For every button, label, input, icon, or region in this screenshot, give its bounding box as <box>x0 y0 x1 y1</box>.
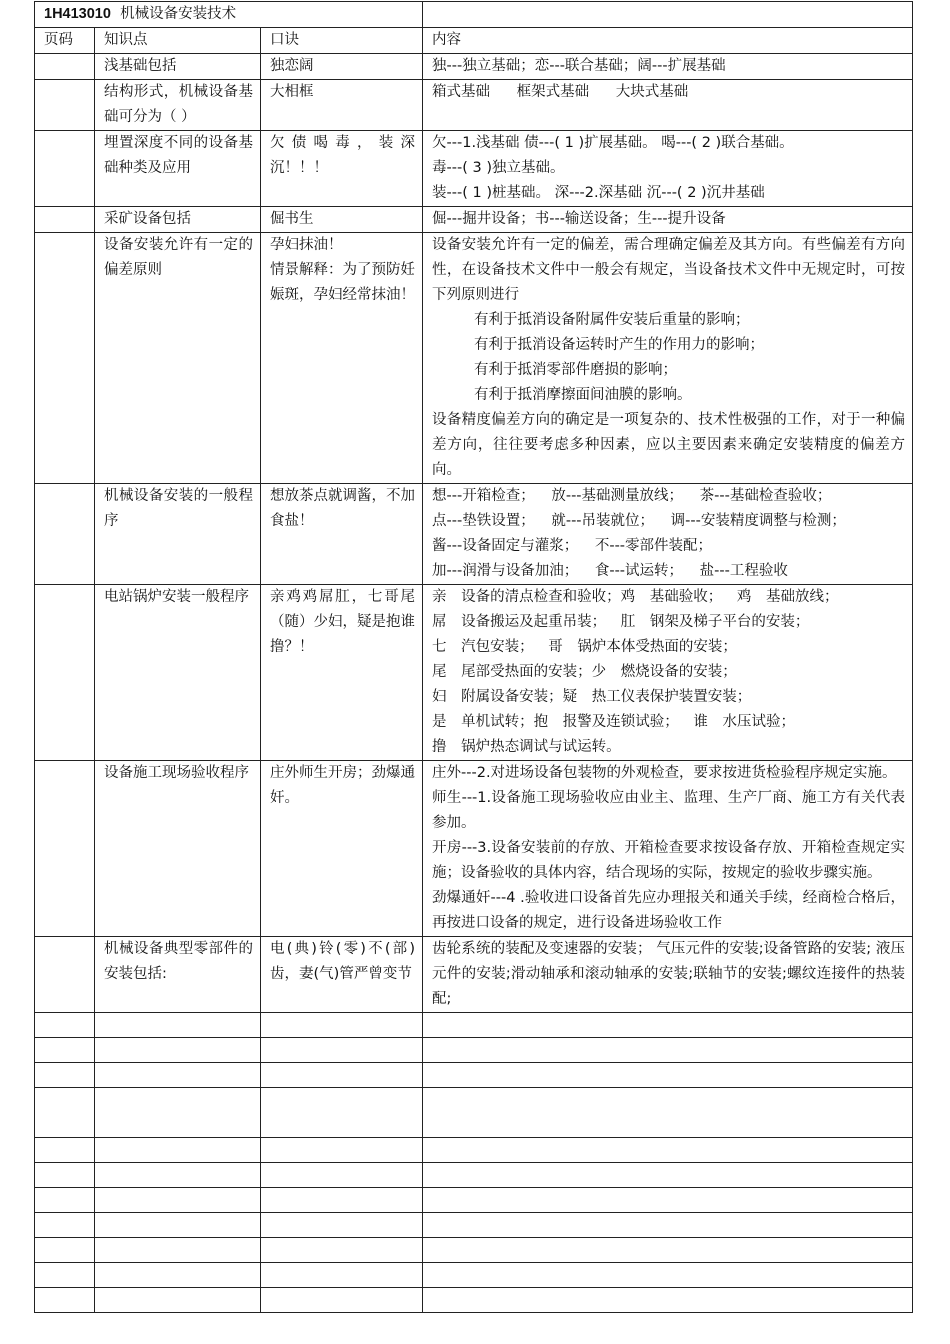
empty-row <box>35 1163 913 1188</box>
topic-cell: 设备施工现场验收程序 <box>95 761 261 937</box>
page-cell <box>35 207 95 233</box>
table-row <box>35 80 913 131</box>
content-line: 妇 附属设备安装；疑 热工仪表保护装置安装； <box>432 689 752 705</box>
empty-cell <box>95 1163 261 1188</box>
empty-cell <box>261 1138 423 1163</box>
mnemonic-cell: 欠债喝毒，装深沉！！！ <box>261 131 423 207</box>
content-line: 加---润滑与设备加油； 食---试运转； 盐---工程验收 <box>432 563 788 579</box>
content-line: 欠---1.浅基础 债---( 1 )扩展基础。 喝---( 2 )联合基础。 <box>432 135 794 151</box>
content-cell <box>423 131 913 207</box>
content-line: 想---开箱检查； 放---基础测量放线； 茶---基础检查验收； <box>432 488 832 504</box>
empty-cell <box>261 1063 423 1088</box>
page-cell <box>35 484 95 585</box>
empty-row <box>35 1063 913 1088</box>
col-header-mnemonic: 口诀 <box>261 28 423 54</box>
empty-row <box>35 1238 913 1263</box>
empty-cell <box>95 1213 261 1238</box>
mnemonic-cell: 孕妇抹油！ 情景解释：为了预防妊娠斑，孕妇经常抹油！ <box>261 233 423 484</box>
page-cell <box>35 233 95 484</box>
content-line: 屌 设备搬运及起重吊装； 肛 钢架及梯子平台的安装； <box>432 614 810 630</box>
content-cell: 独---独立基础；恋---联合基础；阔---扩展基础 <box>423 54 913 80</box>
empty-cell <box>95 1088 261 1138</box>
topic-cell: 埋置深度不同的设备基础种类及应用 <box>95 131 261 207</box>
empty-cell <box>35 1063 95 1088</box>
empty-row <box>35 1213 913 1238</box>
empty-row <box>35 1263 913 1288</box>
page-cell <box>35 54 95 80</box>
content-line: 酱---设备固定与灌浆； 不---零部件装配； <box>432 538 713 554</box>
mnemonic-cell: 亲鸡鸡屌肛，七哥尾（随）少妇，疑是抱谁撸？！ <box>261 585 423 761</box>
empty-cell <box>35 1238 95 1263</box>
mnemonic-cell: 大相框 <box>261 80 423 131</box>
content-line: 是 单机试转；抱 报警及连锁试验； 谁 水压试验； <box>432 714 795 730</box>
empty-cell <box>35 1263 95 1288</box>
content-cell <box>423 233 913 484</box>
topic-cell: 机械设备安装的一般程序 <box>95 484 261 585</box>
empty-row <box>35 1013 913 1038</box>
mnemonic-cell: 想放茶点就调酱，不加食盐！ <box>261 484 423 585</box>
content-line: 亲 设备的清点检查和验收；鸡 基础验收； 鸡 基础放线； <box>432 589 839 605</box>
content-cell: 齿轮系统的装配及变速器的安装； 气压元件的安装;设备管路的安装; 液压元件的安装;滑动轴承和滚动轴承的安装;联轴节的安装;螺纹连接件的热装配; <box>423 937 913 1013</box>
table-row <box>35 131 913 207</box>
empty-cell <box>423 1063 913 1088</box>
content-cell <box>423 484 913 585</box>
empty-cell <box>423 1163 913 1188</box>
topic-cell: 采矿设备包括 <box>95 207 261 233</box>
page-cell <box>35 131 95 207</box>
content-outro: 设备精度偏差方向的确定是一项复杂的、技术性极强的工作，对于一种偏差方向，往往要考虑多种因素，应以主要因素来确定安装精度的偏差方向。 <box>432 412 906 478</box>
section-code: 1H413010 <box>44 6 111 22</box>
empty-cell <box>423 1088 913 1138</box>
empty-cell <box>95 1263 261 1288</box>
empty-cell <box>35 1288 95 1313</box>
empty-cell <box>261 1088 423 1138</box>
empty-cell <box>95 1013 261 1038</box>
topic-cell: 设备安装允许有一定的偏差原则 <box>95 233 261 484</box>
empty-cell <box>261 1238 423 1263</box>
page-cell <box>35 761 95 937</box>
empty-cell <box>261 1163 423 1188</box>
empty-row <box>35 1188 913 1213</box>
section-title <box>35 2 423 28</box>
empty-cell <box>261 1263 423 1288</box>
column-header-row <box>35 28 913 54</box>
col-header-content: 内容 <box>423 28 913 54</box>
table-row <box>35 937 913 1013</box>
col-header-topic: 知识点 <box>95 28 261 54</box>
table-row <box>35 233 913 484</box>
content-paragraph: 劲爆通奸---4 .验收进口设备首先应办理报关和通关手续，经商检合格后，再按进口设备的规定，进行设备进场验收工作 <box>432 890 906 931</box>
empty-cell <box>261 1213 423 1238</box>
content-paragraph: 庄外---2.对进场设备包装物的外观检查，要求按进货检验程序规定实施。 <box>432 765 897 781</box>
page-cell <box>35 80 95 131</box>
empty-cell <box>423 1213 913 1238</box>
knowledge-table <box>34 1 913 1313</box>
empty-cell <box>35 1213 95 1238</box>
empty-cell <box>35 1163 95 1188</box>
empty-cell <box>35 1088 95 1138</box>
empty-cell <box>35 1138 95 1163</box>
content-paragraph: 师生---1.设备施工现场验收应由业主、监理、生产厂商、施工方有关代表参加。 <box>432 790 906 831</box>
empty-cell <box>261 1288 423 1313</box>
empty-cell <box>423 1263 913 1288</box>
content-cell <box>423 761 913 937</box>
page-cell <box>35 585 95 761</box>
empty-row <box>35 1038 913 1063</box>
content-line: 点---垫铁设置； 就---吊装就位； 调---安装精度调整与检测； <box>432 513 846 529</box>
empty-cell <box>261 1188 423 1213</box>
empty-cell <box>95 1288 261 1313</box>
empty-row <box>35 1088 913 1138</box>
table-row <box>35 54 913 80</box>
table-row <box>35 207 913 233</box>
empty-cell <box>423 1138 913 1163</box>
table-row <box>35 484 913 585</box>
content-line: 装---( 1 )桩基础。 深---2.深基础 沉---( 2 )沉井基础 <box>432 185 765 201</box>
empty-cell <box>35 1013 95 1038</box>
content-line: 撸 锅炉热态调试与试运转。 <box>432 739 621 755</box>
empty-cell <box>35 1038 95 1063</box>
table-row <box>35 761 913 937</box>
empty-cell <box>423 1188 913 1213</box>
empty-row <box>35 1288 913 1313</box>
table-row <box>35 585 913 761</box>
content-item: 有利于抵消零部件磨损的影响； <box>474 362 678 378</box>
content-cell <box>423 585 913 761</box>
mnemonic-cell: 庄外师生开房；劲爆通奸。 <box>261 761 423 937</box>
content-intro: 设备安装允许有一定的偏差，需合理确定偏差及其方向。有些偏差有方向性，在设备技术文件中一般会有规定，当设备技术文件中无规定时，可按下列原则进行 <box>432 237 906 303</box>
empty-cell <box>423 2 913 28</box>
empty-cell <box>95 1238 261 1263</box>
empty-cell <box>261 1013 423 1038</box>
header-title-row <box>35 2 913 28</box>
empty-cell <box>423 1288 913 1313</box>
empty-cell <box>95 1138 261 1163</box>
content-item: 有利于抵消设备附属件安装后重量的影响； <box>474 312 750 328</box>
empty-cell <box>423 1013 913 1038</box>
content-cell: 倔---掘井设备；书---输送设备；生---提升设备 <box>423 207 913 233</box>
content-line: 毒---( 3 )独立基础。 <box>432 160 565 176</box>
empty-cell <box>261 1038 423 1063</box>
content-paragraph: 开房---3.设备安装前的存放、开箱检查要求按设备存放、开箱检查规定实施；设备验收的具体内容，结合现场的实际，按规定的验收步骤实施。 <box>432 840 906 881</box>
content-line: 尾 尾部受热面的安装；少 燃烧设备的安装； <box>432 664 737 680</box>
content-item: 有利于抵消设备运转时产生的作用力的影响； <box>474 337 765 353</box>
empty-cell <box>95 1063 261 1088</box>
empty-cell <box>95 1188 261 1213</box>
topic-cell: 电站锅炉安装一般程序 <box>95 585 261 761</box>
section-title-text: 机械设备安装技术 <box>120 6 237 22</box>
topic-cell: 机械设备典型零部件的安装包括: <box>95 937 261 1013</box>
empty-row <box>35 1138 913 1163</box>
empty-cell <box>35 1188 95 1213</box>
empty-cell <box>423 1238 913 1263</box>
mnemonic-cell: 倔书生 <box>261 207 423 233</box>
content-line: 七 汽包安装； 哥 锅炉本体受热面的安装； <box>432 639 737 655</box>
mnemonic-cell: 独恋阔 <box>261 54 423 80</box>
empty-cell <box>423 1038 913 1063</box>
topic-cell: 浅基础包括 <box>95 54 261 80</box>
mnemonic-cell: 电(典)铃(零)不(部)齿，妻(气)管严曾变节 <box>261 937 423 1013</box>
content-item: 有利于抵消摩擦面间油膜的影响。 <box>474 387 692 403</box>
empty-cell <box>95 1038 261 1063</box>
content-cell: 箱式基础 框架式基础 大块式基础 <box>423 80 913 131</box>
col-header-page: 页码 <box>35 28 95 54</box>
topic-cell: 结构形式，机械设备基础可分为（ ） <box>95 80 261 131</box>
page-cell <box>35 937 95 1013</box>
